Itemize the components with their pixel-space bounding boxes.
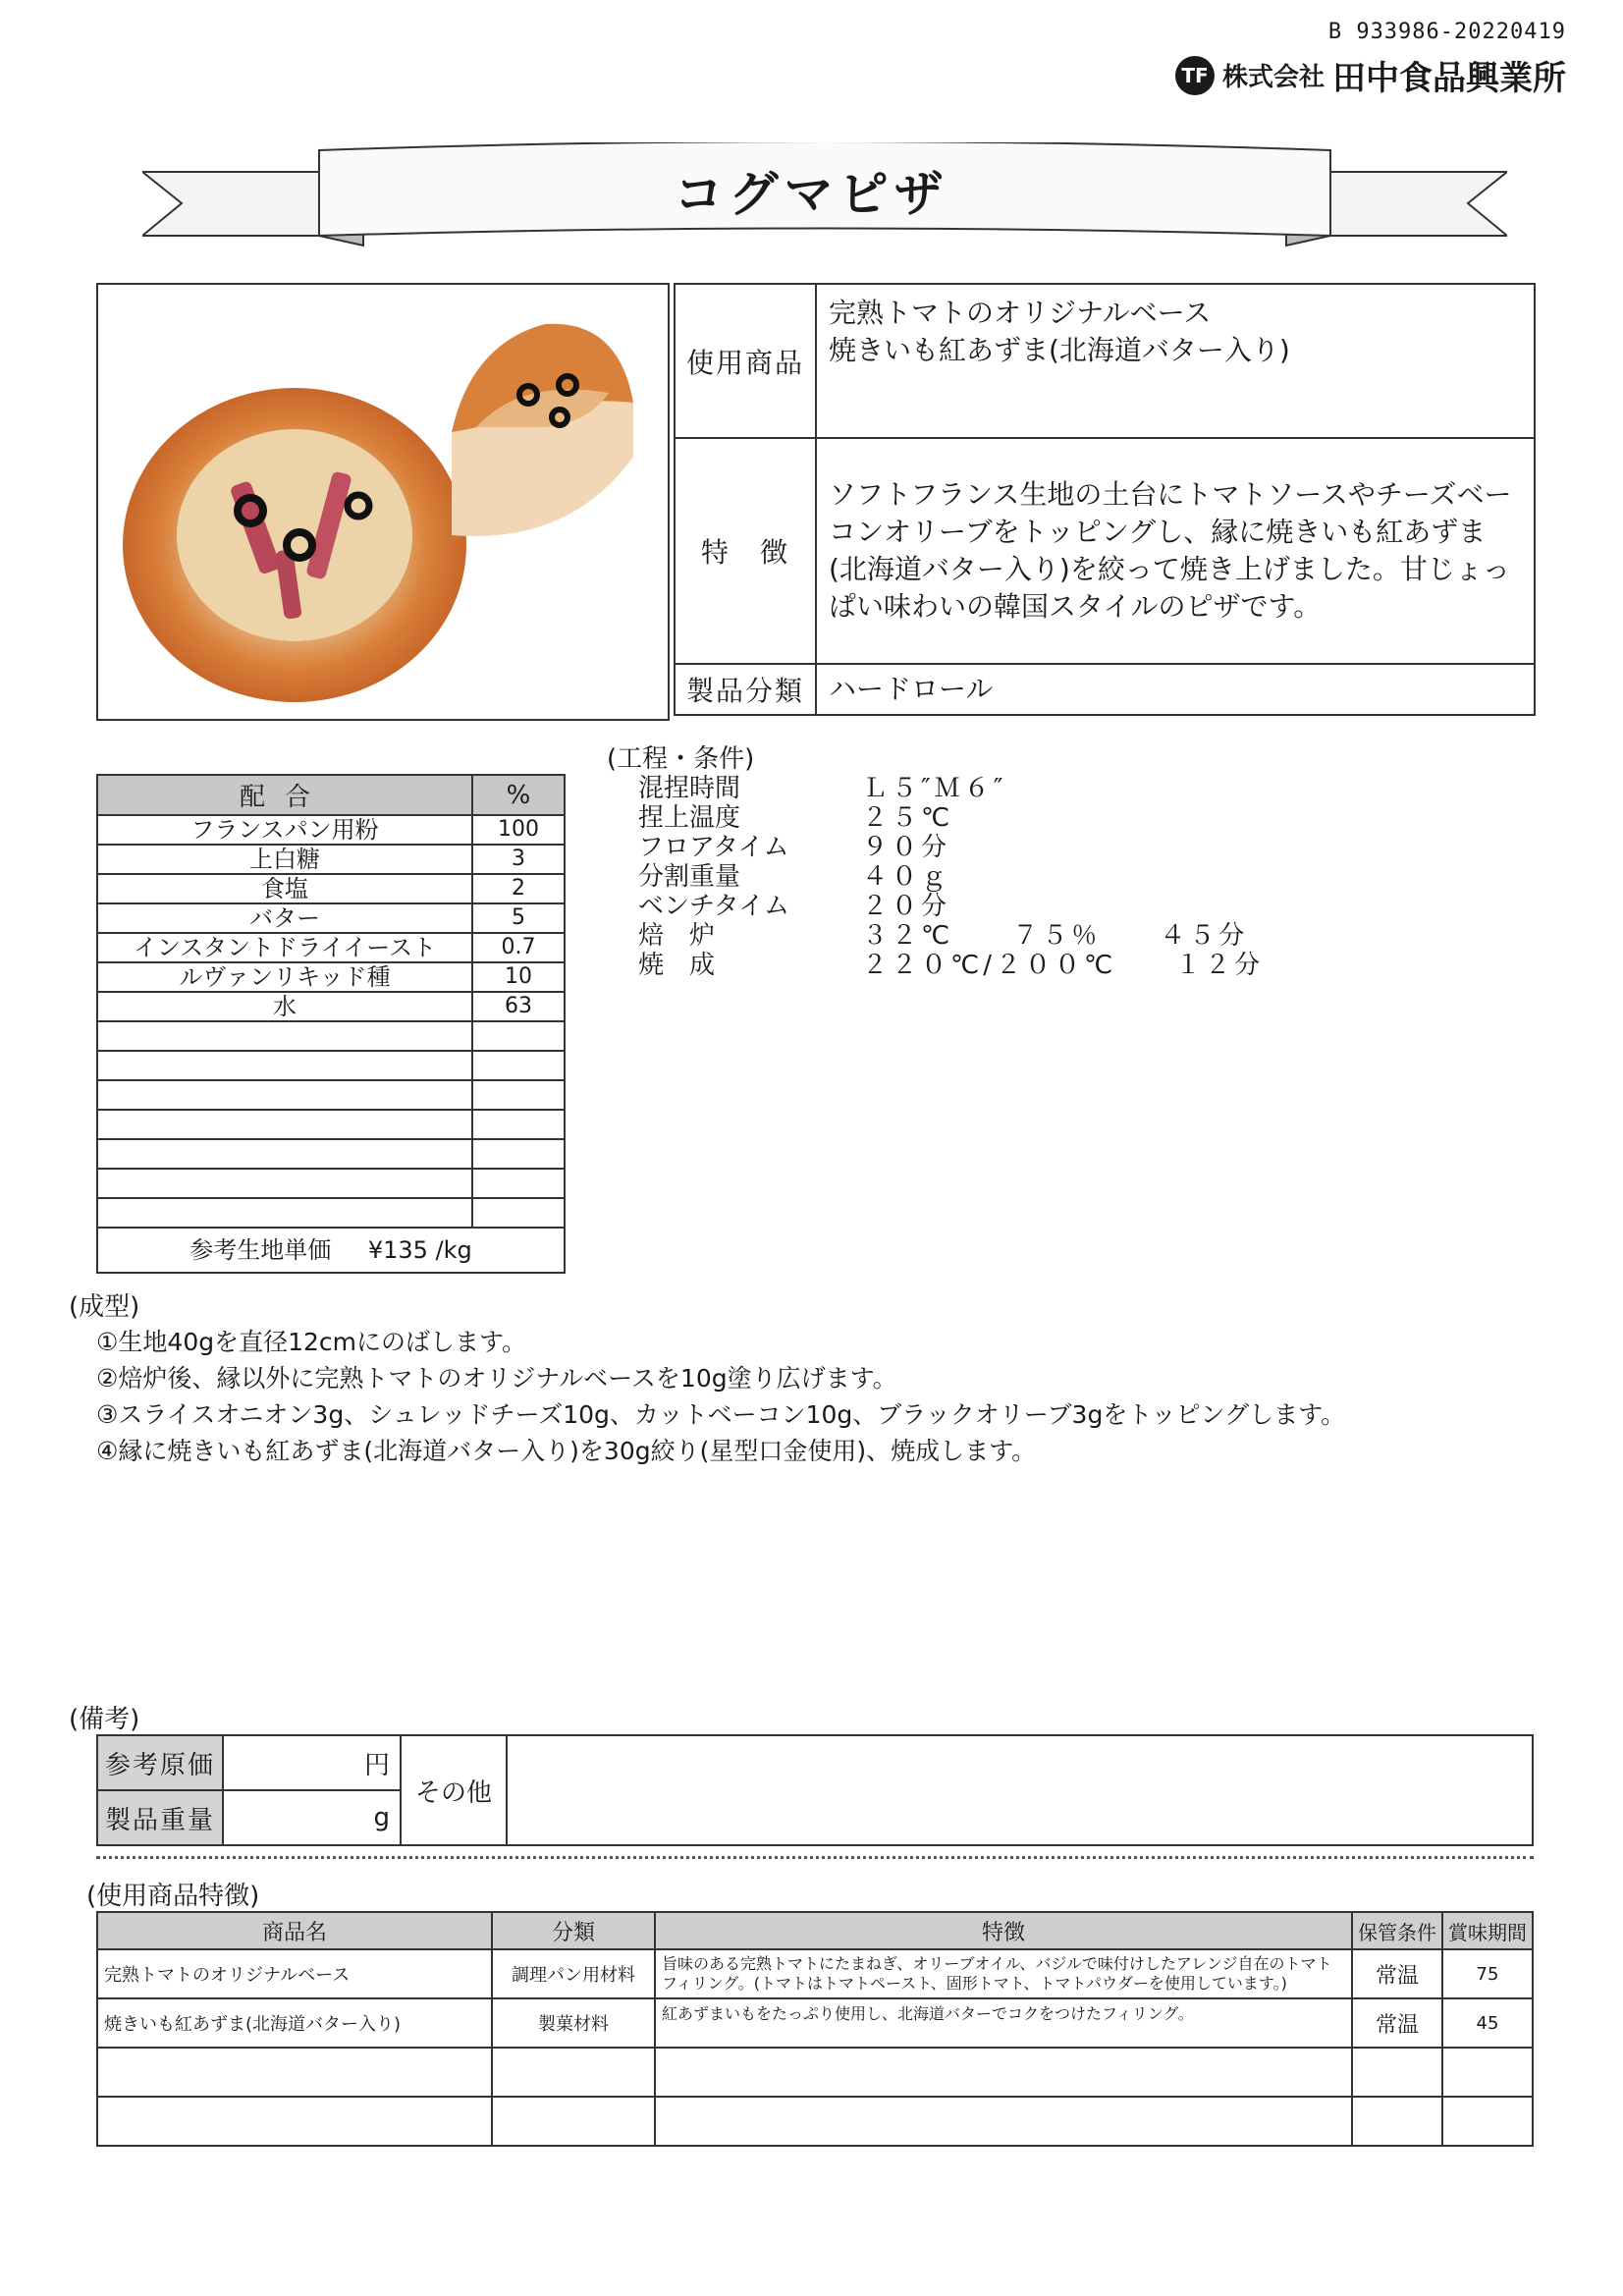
table-row <box>97 1139 565 1169</box>
product-name: 完熟トマトのオリジナルベース <box>97 1949 492 1998</box>
product-category: 製菓材料 <box>492 1998 655 2048</box>
col-feature: 特徴 <box>655 1912 1352 1949</box>
process-row <box>638 892 1264 921</box>
other-label: その他 <box>401 1735 507 1845</box>
forming-heading: (成型) <box>69 1292 140 1322</box>
process-list <box>638 774 1264 980</box>
cost-unit: 円 <box>223 1735 401 1790</box>
divider <box>96 1856 1534 1859</box>
document-id: B 933986-20220419 <box>1327 20 1566 44</box>
process-row <box>638 951 1264 980</box>
process-label: 焼 成 <box>638 951 716 980</box>
forming-step: ③スライスオニオン3g、シュレッドチーズ10g、カットベーコン10g、ブラックオリーブ3gをトッピングします。 <box>96 1400 1346 1429</box>
company-name <box>1175 51 1566 99</box>
ingredient-pct: 10 <box>472 962 565 992</box>
process-row <box>638 774 1264 803</box>
ingredient-name: 食塩 <box>97 874 472 903</box>
process-value: ２５℃ <box>862 803 954 833</box>
product-info-table <box>674 283 1536 716</box>
process-value: ９０分 <box>862 833 951 862</box>
table-row <box>97 962 565 992</box>
unit-price-row <box>97 1228 565 1273</box>
ingredient-pct: 2 <box>472 874 565 903</box>
ingredient-name: インスタントドライイースト <box>97 933 472 962</box>
process-row <box>638 833 1264 862</box>
used-product-item: 焼きいも紅あずま(北海道バター入り) <box>829 334 1290 366</box>
company-prefix: 株式会社 <box>1221 63 1325 92</box>
features-value: ソフトフランス生地の土台にトマトソースやチーズベーコンオリーブをトッピングし、縁に焼きいも紅あずま(北海道バター入り)を絞って焼き上げました。甘じょっぱい味わいの韓国スタイルのピザです。 <box>816 438 1535 664</box>
used-products-label: 使用商品 <box>675 284 816 438</box>
product-feature: 旨味のある完熟トマトにたまねぎ、オリーブオイル、バジルで味付けしたアレンジ自在のトマトフィリング。(トマトはトマトペースト、固形トマト、トマトパウダーを使用しています。) <box>655 1949 1352 1998</box>
category-label: 製品分類 <box>675 664 816 715</box>
process-row <box>638 803 1264 833</box>
forming-steps <box>96 1324 1345 1469</box>
process-value: Ｌ５″Ｍ６″ <box>862 774 1007 803</box>
remarks-heading: (備考) <box>69 1705 140 1734</box>
process-label: フロアタイム <box>638 833 789 862</box>
unit-price-value: ¥135 /kg <box>367 1236 472 1264</box>
table-row <box>97 903 565 933</box>
table-row <box>97 1198 565 1228</box>
cost-label: 参考原価 <box>97 1735 223 1790</box>
process-label: 分割重量 <box>638 862 741 892</box>
forming-step: ④縁に焼きいも紅あずま(北海道バター入り)を30g絞り(星型口金使用)、焼成します。 <box>96 1437 1037 1465</box>
ingredient-pct: 63 <box>472 992 565 1021</box>
weight-label: 製品重量 <box>97 1790 223 1845</box>
page-title: コグマピザ <box>674 166 949 223</box>
used-products-value <box>816 284 1535 438</box>
process-label: 焙 炉 <box>638 921 716 951</box>
features-label: 特 徴 <box>675 438 816 664</box>
process-label: 捏上温度 <box>638 803 741 833</box>
table-row <box>97 1051 565 1080</box>
table-row <box>97 992 565 1021</box>
weight-unit: g <box>223 1790 401 1845</box>
col-product-name: 商品名 <box>97 1912 492 1949</box>
process-value: ３２℃ ７５％ ４５分 <box>862 921 1249 951</box>
table-row <box>97 1998 1533 2048</box>
table-row <box>97 815 565 845</box>
process-value: ２０分 <box>862 892 951 921</box>
products-table <box>96 1911 1534 2147</box>
ingredient-pct: 100 <box>472 815 565 845</box>
table-row <box>97 874 565 903</box>
table-row <box>97 2097 1533 2146</box>
ingredient-pct: 3 <box>472 845 565 874</box>
ingredient-name: バター <box>97 903 472 933</box>
ingredient-pct: 0.7 <box>472 933 565 962</box>
product-storage: 常温 <box>1352 1949 1442 1998</box>
product-storage: 常温 <box>1352 1998 1442 2048</box>
table-row <box>97 1169 565 1198</box>
category-value: ハードロール <box>816 664 1535 715</box>
col-storage: 保管条件 <box>1352 1912 1442 1949</box>
products-heading: (使用商品特徴) <box>86 1882 260 1911</box>
col-category: 分類 <box>492 1912 655 1949</box>
table-row <box>97 845 565 874</box>
product-shelf-life: 45 <box>1442 1998 1533 2048</box>
product-shelf-life: 75 <box>1442 1949 1533 1998</box>
ingredient-name: ルヴァンリキッド種 <box>97 962 472 992</box>
process-heading: (工程・条件) <box>607 744 755 774</box>
product-feature: 紅あずまいもをたっぷり使用し、北海道バターでコクをつけたフィリング。 <box>655 1998 1352 2048</box>
recipe-col-pct: % <box>472 775 565 815</box>
table-row <box>97 1021 565 1051</box>
table-row <box>97 2048 1533 2097</box>
recipe-col-name: 配合 <box>97 775 472 815</box>
ingredient-pct: 5 <box>472 903 565 933</box>
unit-price-label: 参考生地単価 <box>189 1236 332 1264</box>
used-product-item: 完熟トマトのオリジナルベース <box>829 297 1212 329</box>
forming-step: ②焙炉後、縁以外に完熟トマトのオリジナルベースを10g塗り広げます。 <box>96 1364 897 1393</box>
process-row <box>638 921 1264 951</box>
table-row <box>97 933 565 962</box>
process-value: ２２０℃/２００℃ １２分 <box>862 951 1265 980</box>
forming-step: ①生地40gを直径12cmにのばします。 <box>96 1328 527 1356</box>
ingredient-name: 上白糖 <box>97 845 472 874</box>
table-row <box>97 1110 565 1139</box>
table-row <box>97 1949 1533 1998</box>
process-row <box>638 862 1264 892</box>
company-logo-icon: TF <box>1175 56 1215 95</box>
process-value: ４０ｇ <box>862 862 951 892</box>
table-row <box>97 1080 565 1110</box>
product-photo <box>96 283 670 721</box>
recipe-table <box>96 774 566 1274</box>
ingredient-name: 水 <box>97 992 472 1021</box>
process-label: ベンチタイム <box>638 892 790 921</box>
ingredient-name: フランスパン用粉 <box>97 815 472 845</box>
product-category: 調理パン用材料 <box>492 1949 655 1998</box>
other-value <box>507 1735 1533 1845</box>
product-name: 焼きいも紅あずま(北海道バター入り) <box>97 1998 492 2048</box>
col-shelf-life: 賞味期間 <box>1442 1912 1533 1949</box>
company-name-text: 田中食品興業所 <box>1332 59 1566 98</box>
remarks-table <box>96 1734 1534 1846</box>
process-label: 混捏時間 <box>638 774 741 803</box>
